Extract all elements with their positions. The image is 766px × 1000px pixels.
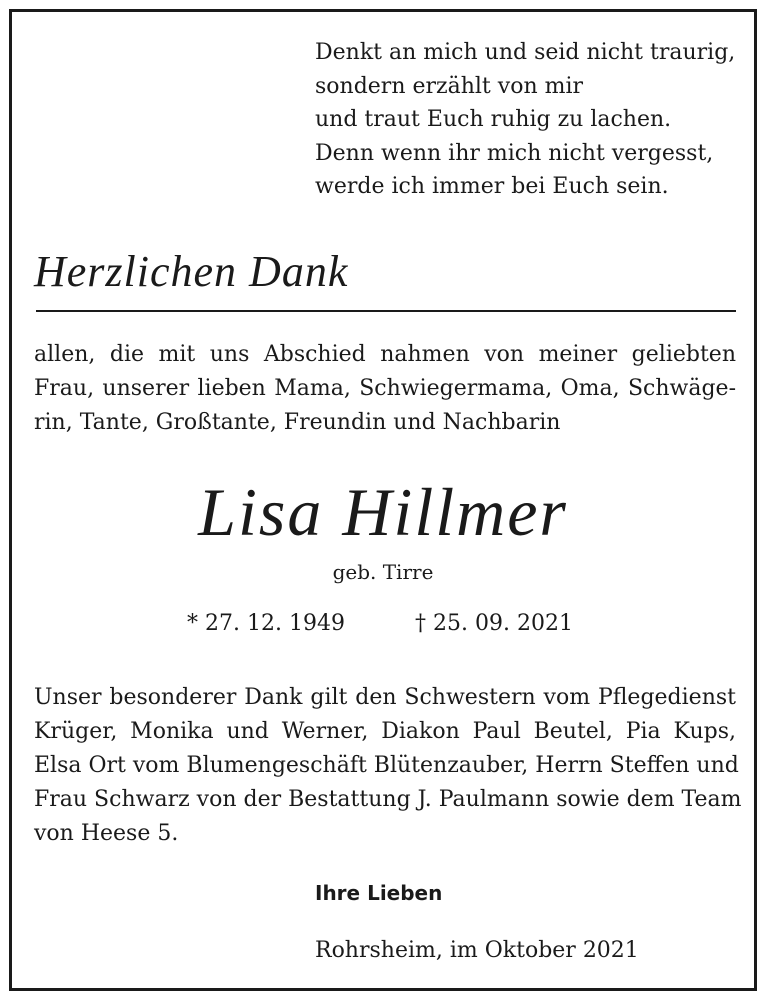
intro-line: allen, die mit uns Abschied nahmen von meiner geliebten	[34, 342, 736, 367]
death-date: † 25. 09. 2021	[415, 611, 573, 636]
intro-line: Frau, unserer lieben Mama, Schwiegermama, Oma, Schwäge-	[34, 376, 736, 401]
thanks-line: Unser besonderer Dank gilt den Schwestern vom Pflegedienst	[34, 685, 736, 710]
thanks-line: Elsa Ort vom Blumengeschäft Blütenzauber, Herrn Steffen und	[34, 753, 739, 778]
intro-paragraph	[34, 338, 736, 440]
thanks-line: von Heese 5.	[34, 821, 179, 846]
place-and-date: Rohrsheim, im Oktober 2021	[315, 938, 639, 963]
thanks-line: Krüger, Monika und Werner, Diakon Paul Beutel, Pia Kups,	[34, 719, 736, 744]
heading-divider	[36, 310, 736, 312]
poem-line: sondern erzählt von mir	[315, 73, 584, 99]
thanks-heading: Herzlichen Dank	[34, 247, 349, 296]
poem-line: Denkt an mich und seid nicht traurig,	[315, 40, 736, 65]
poem-line: werde ich immer bei Euch sein.	[315, 174, 669, 199]
poem-line: und traut Euch ruhig zu lachen.	[315, 107, 672, 132]
signature: Ihre Lieben	[315, 881, 443, 905]
obituary-notice	[9, 9, 757, 991]
poem	[315, 36, 745, 204]
thanks-paragraph	[34, 681, 742, 851]
thanks-line: Frau Schwarz von der Bestattung J. Paulmann sowie dem Team	[34, 787, 742, 812]
maiden-name: geb. Tirre	[332, 560, 434, 584]
deceased-name: Lisa Hillmer	[198, 474, 568, 550]
poem-line: Denn wenn ihr mich nicht vergesst,	[315, 140, 714, 166]
birth-date: * 27. 12. 1949	[187, 611, 345, 636]
intro-line: rin, Tante, Großtante, Freundin und Nachbarin	[34, 410, 561, 435]
